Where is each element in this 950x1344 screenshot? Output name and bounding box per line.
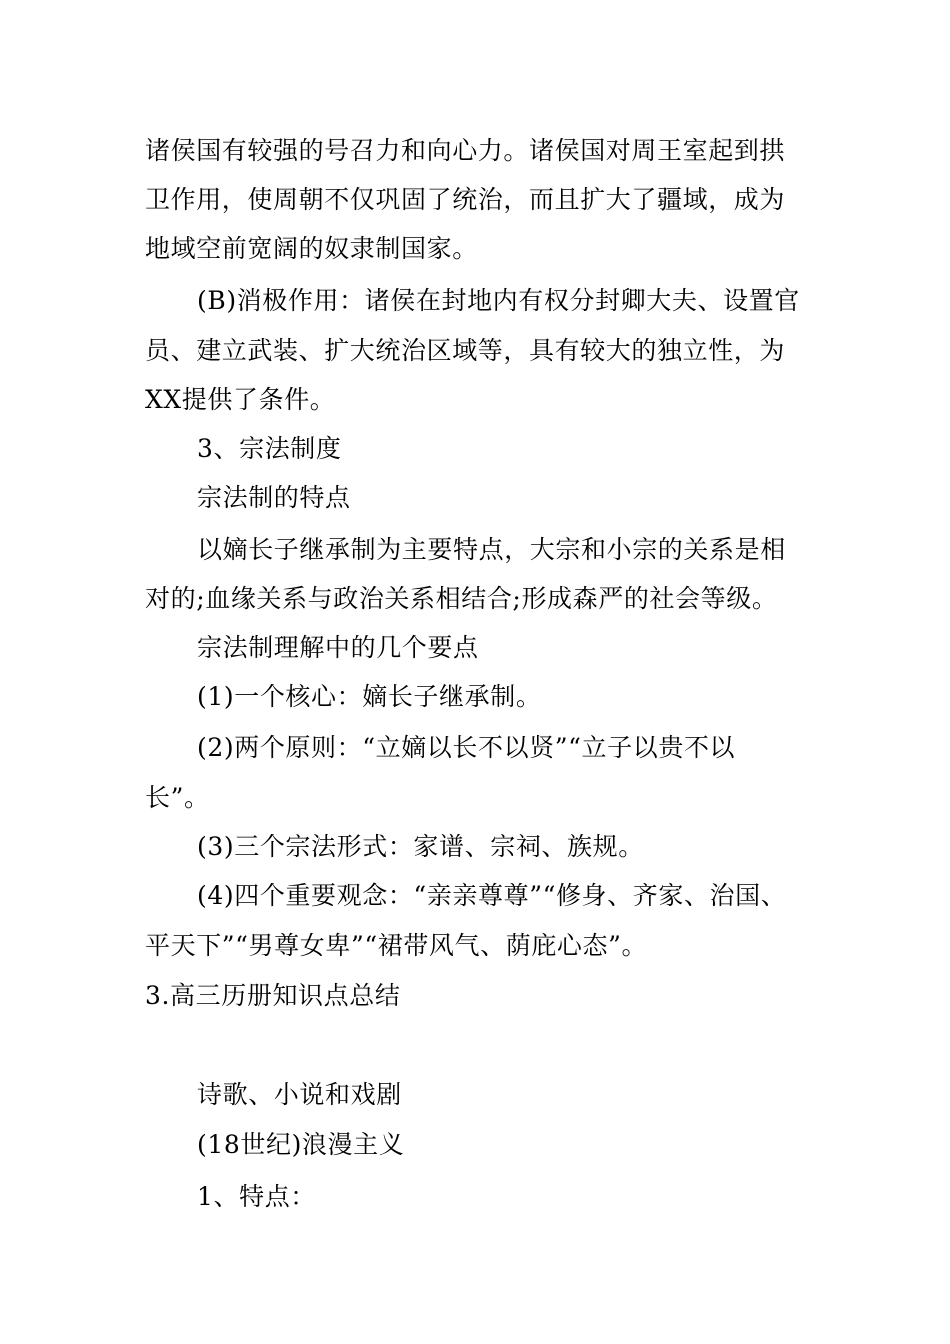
text-line: 地域空前宽阔的奴隶制国家。: [145, 234, 478, 263]
text-line: 卫作用，使周朝不仅巩固了统治，而且扩大了疆域，成为: [145, 185, 786, 214]
text-line: 对的;血缘关系与政治关系相结合;形成森严的社会等级。: [145, 584, 778, 613]
text-line: XX提供了条件。: [145, 385, 336, 414]
text-line: 平天下”“男尊女卑”“裙带风气、荫庇心态”。: [145, 931, 648, 960]
subheading: (18世纪)浪漫主义: [197, 1130, 405, 1159]
section-heading: 3、宗法制度: [197, 434, 342, 463]
list-item: 1、特点：: [197, 1182, 316, 1211]
subheading: 宗法制理解中的几个要点: [197, 633, 479, 662]
list-item: (4)四个重要观念：“亲亲尊尊”“修身、齐家、治国、: [197, 881, 787, 910]
subheading: 诗歌、小说和戏剧: [197, 1080, 402, 1109]
section-title: 3.高三历册知识点总结: [145, 981, 401, 1010]
text-line: 以嫡长子继承制为主要特点，大宗和小宗的关系是相: [197, 535, 786, 564]
text-line: 长”。: [145, 783, 210, 812]
text-line: (B)消极作用：诸侯在封地内有权分封卿大夫、设置官: [197, 286, 800, 315]
text-line: 员、建立武装、扩大统治区域等，具有较大的独立性，为: [145, 336, 786, 365]
list-item: (2)两个原则：“立嫡以长不以贤”“立子以贵不以: [197, 733, 736, 762]
list-item: (1)一个核心：嫡长子继承制。: [197, 682, 542, 711]
text-line: 诸侯国有较强的号召力和向心力。诸侯国对周王室起到拱: [145, 136, 786, 165]
list-item: (3)三个宗法形式：家谱、宗祠、族规。: [197, 832, 644, 861]
subheading: 宗法制的特点: [197, 483, 351, 512]
